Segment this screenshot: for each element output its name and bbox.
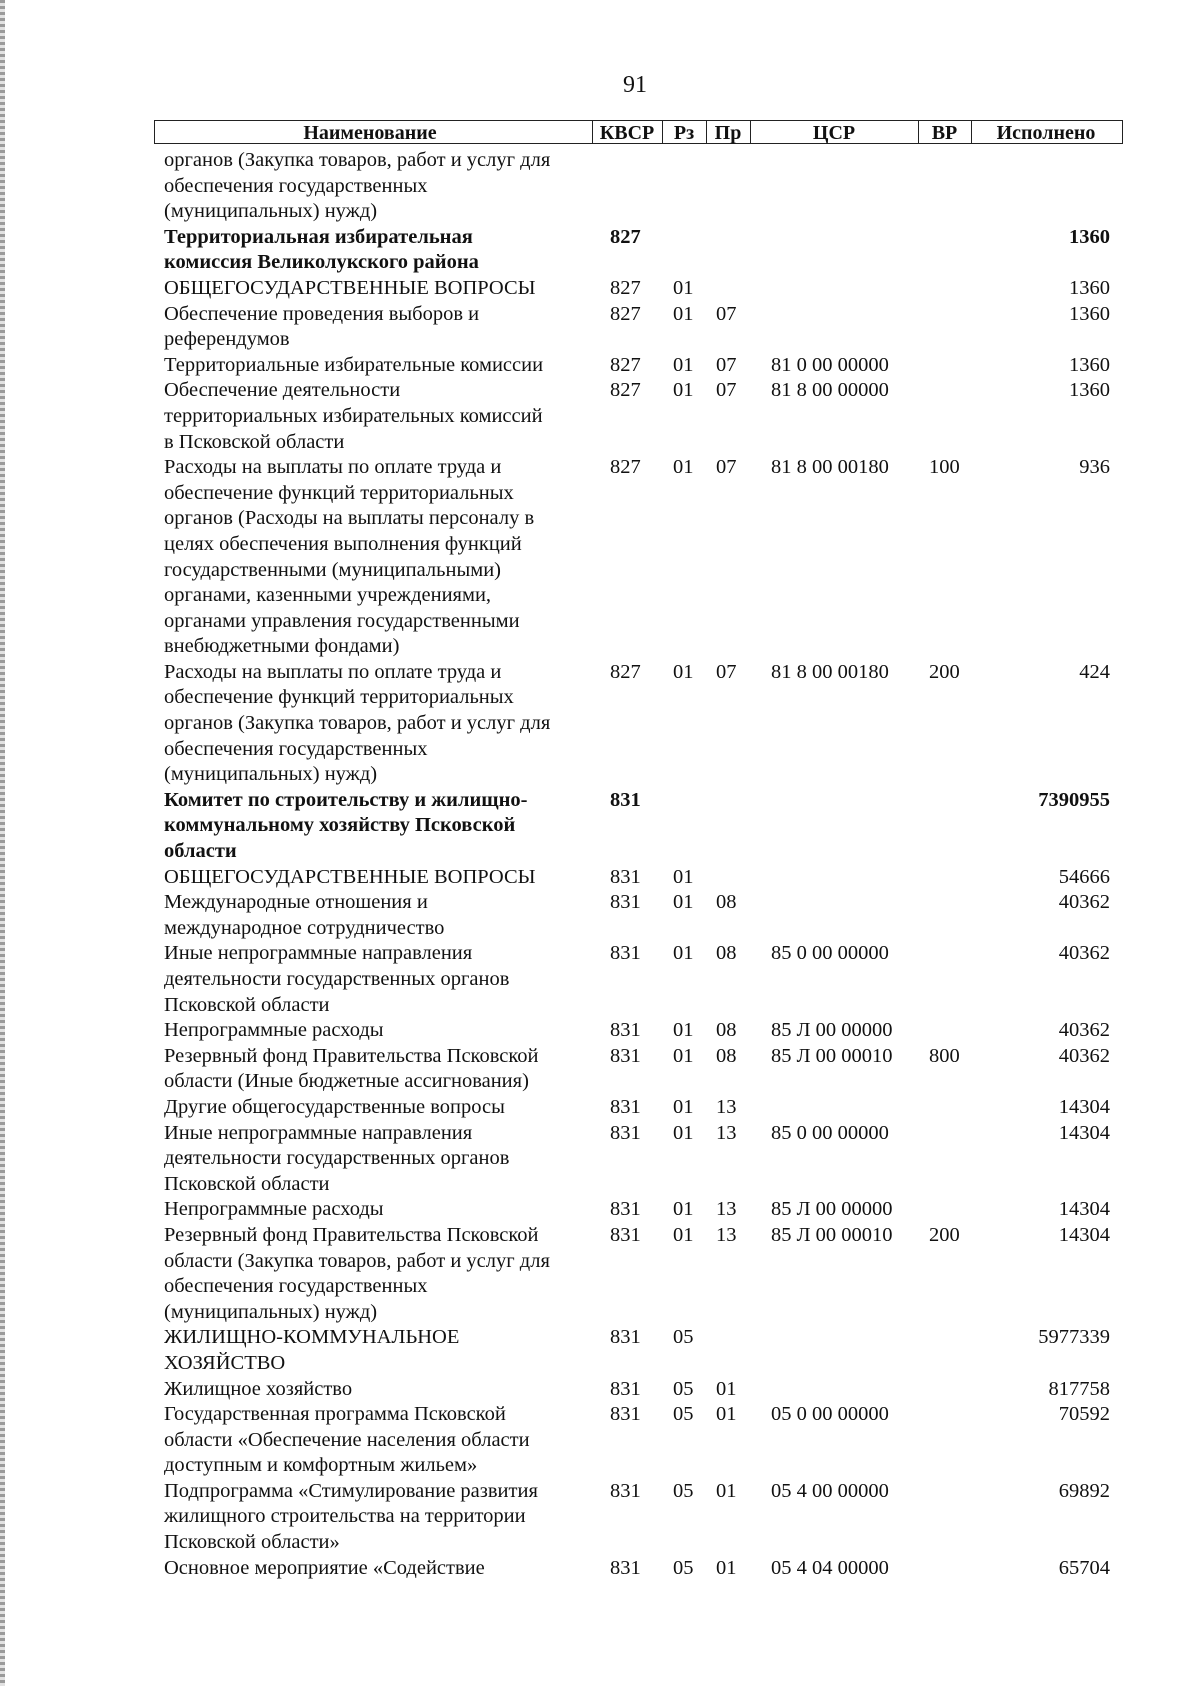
cell-rz: 05: [673, 1403, 694, 1426]
row-name-line: обеспечения государственных: [164, 174, 428, 197]
row-name-line: Иные непрограммные направления: [164, 942, 473, 965]
row-name-line: области: [164, 840, 237, 863]
row-name-line: коммунальному хозяйству Псковской: [164, 814, 516, 837]
cell-rz: 01: [673, 1198, 694, 1221]
row-name-line: доступным и комфортным жильем»: [164, 1454, 478, 1477]
cell-kvsr: 831: [610, 788, 641, 811]
cell-value: 70592: [1058, 1403, 1110, 1426]
table-row: [0, 788, 1200, 865]
cell-kvsr: 831: [610, 1095, 641, 1118]
row-name-line: органами, казенными учреждениями,: [164, 584, 492, 607]
row-name-line: Жилищное хозяйство: [164, 1377, 353, 1400]
cell-value: 1360: [1069, 276, 1110, 299]
row-name-line: комиссия Великолукского района: [164, 251, 479, 274]
table-row: [0, 941, 1200, 1018]
cell-rz: 05: [673, 1377, 694, 1400]
table-row: [0, 455, 1200, 660]
cell-value: 7390955: [1038, 788, 1110, 811]
row-name: [164, 455, 594, 660]
cell-kvsr: 827: [610, 276, 641, 299]
cell-pr: 08: [716, 891, 737, 914]
row-name: [164, 1325, 594, 1376]
cell-rz: 01: [673, 1121, 694, 1144]
cell-rz: 01: [673, 353, 694, 376]
row-name-line: государственными (муниципальными): [164, 558, 501, 581]
row-name-line: Псковской области: [164, 1172, 330, 1195]
row-name-line: Другие общегосударственные вопросы: [164, 1095, 505, 1118]
table-row: [0, 865, 1200, 891]
cell-csr: 85 Л 00 00000: [771, 1019, 893, 1042]
table-row: [0, 1556, 1200, 1582]
table-row: [0, 1479, 1200, 1556]
cell-csr: 05 4 04 00000: [771, 1556, 889, 1579]
cell-kvsr: 827: [610, 353, 641, 376]
row-name-line: целях обеспечения выполнения функций: [164, 532, 522, 555]
cell-value: 817758: [1048, 1377, 1110, 1400]
cell-value: 40362: [1058, 891, 1110, 914]
cell-rz: 05: [673, 1556, 694, 1579]
cell-value: 1360: [1069, 379, 1110, 402]
cell-value: 1360: [1069, 353, 1110, 376]
cell-kvsr: 831: [610, 1198, 641, 1221]
cell-value: 1360: [1069, 225, 1110, 248]
cell-rz: 01: [673, 379, 694, 402]
cell-kvsr: 831: [610, 891, 641, 914]
cell-value: 40362: [1058, 1044, 1110, 1067]
row-name-line: деятельности государственных органов: [164, 1147, 510, 1170]
row-name-line: обеспечение функций территориальных: [164, 481, 514, 504]
cell-pr: 07: [716, 353, 737, 376]
cell-pr: 13: [716, 1198, 737, 1221]
row-name: [164, 890, 594, 941]
row-name-line: органов (Расходы на выплаты персоналу в: [164, 507, 535, 530]
row-name-line: органов (Закупка товаров, работ и услуг для: [164, 712, 551, 735]
cell-pr: 08: [716, 942, 737, 965]
table-body: [0, 148, 1200, 1581]
cell-rz: 01: [673, 942, 694, 965]
row-name-line: референдумов: [164, 328, 290, 351]
row-name-line: Расходы на выплаты по оплате труда и: [164, 660, 502, 683]
row-name: [164, 148, 594, 225]
cell-kvsr: 831: [610, 1479, 641, 1502]
row-name-line: ХОЗЯЙСТВО: [164, 1351, 286, 1374]
cell-pr: 13: [716, 1223, 737, 1246]
row-name-line: Псковской области»: [164, 1531, 340, 1554]
row-name: [164, 1402, 594, 1479]
cell-csr: 81 8 00 00000: [771, 379, 889, 402]
cell-kvsr: 831: [610, 1019, 641, 1042]
cell-csr: 05 4 00 00000: [771, 1479, 889, 1502]
header-kvsr: КВСР: [599, 122, 655, 144]
cell-kvsr: 831: [610, 1556, 641, 1579]
row-name-line: внебюджетными фондами): [164, 635, 400, 658]
row-name-line: Резервный фонд Правительства Псковской: [164, 1044, 539, 1067]
table-row: [0, 225, 1200, 276]
cell-rz: 01: [673, 456, 694, 479]
cell-rz: 01: [673, 1019, 694, 1042]
cell-value: 40362: [1058, 1019, 1110, 1042]
cell-value: 14304: [1058, 1121, 1110, 1144]
cell-value: 14304: [1058, 1198, 1110, 1221]
cell-pr: 07: [716, 660, 737, 683]
cell-csr: 81 8 00 00180: [771, 660, 889, 683]
row-name-line: ОБЩЕГОСУДАРСТВЕННЫЕ ВОПРОСЫ: [164, 865, 536, 888]
cell-value: 54666: [1058, 865, 1110, 888]
row-name-line: области (Закупка товаров, работ и услуг для: [164, 1249, 550, 1272]
row-name: [164, 1197, 594, 1223]
row-name: [164, 378, 594, 455]
cell-kvsr: 827: [610, 379, 641, 402]
row-name: [164, 865, 594, 891]
cell-rz: 01: [673, 1095, 694, 1118]
row-name: [164, 1479, 594, 1556]
cell-kvsr: 831: [610, 942, 641, 965]
cell-pr: 13: [716, 1121, 737, 1144]
cell-vr: 800: [929, 1044, 960, 1067]
row-name-line: органов (Закупка товаров, работ и услуг для: [164, 149, 551, 171]
row-name-line: международное сотрудничество: [164, 916, 445, 939]
row-name-line: Обеспечение проведения выборов и: [164, 302, 480, 325]
row-name: [164, 941, 594, 1018]
cell-value: 14304: [1058, 1095, 1110, 1118]
header-ispolneno: Исполнено: [996, 122, 1096, 144]
row-name-line: в Псковской области: [164, 430, 345, 453]
row-name-line: Расходы на выплаты по оплате труда и: [164, 456, 502, 479]
cell-value: 5977339: [1038, 1326, 1110, 1349]
cell-value: 424: [1079, 660, 1110, 683]
table-row: [0, 1223, 1200, 1325]
table-row: [0, 1402, 1200, 1479]
row-name: [164, 225, 594, 276]
row-name-line: Псковской области: [164, 993, 330, 1016]
row-name-line: Основное мероприятие «Содействие: [164, 1556, 485, 1579]
table-row: [0, 1325, 1200, 1376]
cell-rz: 01: [673, 1044, 694, 1067]
header-pr: Пр: [714, 122, 742, 144]
table-row: [0, 1018, 1200, 1044]
cell-pr: 07: [716, 456, 737, 479]
table-row: [0, 890, 1200, 941]
cell-csr: 85 Л 00 00000: [771, 1198, 893, 1221]
table-row: [0, 353, 1200, 379]
cell-rz: 01: [673, 302, 694, 325]
row-name-line: Иные непрограммные направления: [164, 1121, 473, 1144]
row-name-line: обеспечения государственных: [164, 737, 428, 760]
cell-value: 936: [1079, 456, 1110, 479]
cell-rz: 01: [673, 891, 694, 914]
row-name-line: области «Обеспечение населения области: [164, 1428, 530, 1451]
cell-kvsr: 831: [610, 865, 641, 888]
cell-rz: 01: [673, 276, 694, 299]
table-row: [0, 302, 1200, 353]
table-row: [0, 148, 1200, 225]
cell-pr: 08: [716, 1044, 737, 1067]
cell-pr: 01: [716, 1479, 737, 1502]
table-row: [0, 1377, 1200, 1403]
cell-rz: 05: [673, 1326, 694, 1349]
table-row: [0, 660, 1200, 788]
row-name-line: Подпрограмма «Стимулирование развития: [164, 1479, 538, 1502]
cell-pr: 07: [716, 379, 737, 402]
cell-pr: 01: [716, 1403, 737, 1426]
cell-rz: 01: [673, 1223, 694, 1246]
row-name: [164, 276, 594, 302]
cell-kvsr: 827: [610, 302, 641, 325]
row-name: [164, 353, 594, 379]
cell-pr: 13: [716, 1095, 737, 1118]
row-name-line: органами управления государственными: [164, 609, 520, 632]
cell-value: 14304: [1058, 1223, 1110, 1246]
row-name: [164, 1377, 594, 1403]
row-name-line: Комитет по строительству и жилищно-: [164, 788, 528, 811]
cell-csr: 85 0 00 00000: [771, 1121, 889, 1144]
cell-csr: 81 0 00 00000: [771, 353, 889, 376]
row-name: [164, 1095, 594, 1121]
cell-value: 40362: [1058, 942, 1110, 965]
row-name-line: Резервный фонд Правительства Псковской: [164, 1223, 539, 1246]
row-name: [164, 1018, 594, 1044]
cell-value: 1360: [1069, 302, 1110, 325]
row-name: [164, 302, 594, 353]
cell-kvsr: 831: [610, 1326, 641, 1349]
table-row: [0, 1121, 1200, 1198]
cell-kvsr: 831: [610, 1044, 641, 1067]
header-csr: ЦСР: [812, 122, 856, 144]
cell-vr: 100: [929, 456, 960, 479]
header-vr: ВР: [931, 122, 958, 144]
cell-rz: 05: [673, 1479, 694, 1502]
row-name-line: Обеспечение деятельности: [164, 379, 401, 402]
row-name-line: ЖИЛИЩНО-КОММУНАЛЬНОЕ: [164, 1326, 460, 1349]
cell-rz: 01: [673, 865, 694, 888]
row-name: [164, 1121, 594, 1198]
table-row: [0, 378, 1200, 455]
cell-kvsr: 827: [610, 456, 641, 479]
cell-csr: 85 0 00 00000: [771, 942, 889, 965]
page-number: 91: [623, 72, 647, 98]
cell-csr: 05 0 00 00000: [771, 1403, 889, 1426]
row-name-line: жилищного строительства на территории: [164, 1505, 526, 1528]
cell-csr: 85 Л 00 00010: [771, 1044, 893, 1067]
row-name-line: деятельности государственных органов: [164, 968, 510, 990]
cell-value: 69892: [1058, 1479, 1110, 1502]
cell-vr: 200: [929, 660, 960, 683]
cell-csr: 81 8 00 00180: [771, 456, 889, 479]
cell-pr: 01: [716, 1377, 737, 1400]
cell-kvsr: 827: [610, 660, 641, 683]
row-name: [164, 1556, 594, 1582]
cell-kvsr: 831: [610, 1377, 641, 1400]
row-name-line: ОБЩЕГОСУДАРСТВЕННЫЕ ВОПРОСЫ: [164, 276, 536, 299]
cell-kvsr: 831: [610, 1121, 641, 1144]
row-name-line: обеспечения государственных: [164, 1275, 428, 1298]
row-name-line: Международные отношения и: [164, 891, 428, 914]
row-name-line: Территориальная избирательная: [164, 225, 473, 248]
row-name: [164, 660, 594, 788]
table-header: [154, 120, 1123, 144]
cell-pr: 07: [716, 302, 737, 325]
cell-kvsr: 831: [610, 1403, 641, 1426]
row-name-line: Государственная программа Псковской: [164, 1403, 506, 1426]
row-name-line: (муниципальных) нужд): [164, 763, 378, 786]
table-row: [0, 1044, 1200, 1095]
row-name-line: территориальных избирательных комиссий: [164, 404, 543, 427]
row-name-line: Непрограммные расходы: [164, 1198, 384, 1221]
table-row: [0, 1197, 1200, 1223]
cell-value: 65704: [1058, 1556, 1110, 1579]
row-name-line: (муниципальных) нужд): [164, 1300, 378, 1323]
cell-pr: 01: [716, 1556, 737, 1579]
row-name: [164, 1223, 594, 1325]
row-name-line: Непрограммные расходы: [164, 1019, 384, 1042]
row-name-line: Территориальные избирательные комиссии: [164, 353, 544, 376]
cell-kvsr: 827: [610, 225, 641, 248]
cell-pr: 08: [716, 1019, 737, 1042]
row-name-line: обеспечение функций территориальных: [164, 686, 514, 709]
cell-csr: 85 Л 00 00010: [771, 1223, 893, 1246]
table-row: [0, 276, 1200, 302]
row-name-line: области (Иные бюджетные ассигнования): [164, 1070, 529, 1093]
header-name: Наименование: [303, 122, 437, 144]
header-rz: Рз: [673, 122, 695, 144]
cell-kvsr: 831: [610, 1223, 641, 1246]
row-name: [164, 788, 594, 865]
row-name-line: (муниципальных) нужд): [164, 200, 378, 223]
table-row: [0, 1095, 1200, 1121]
cell-vr: 200: [929, 1223, 960, 1246]
row-name: [164, 1044, 594, 1095]
cell-rz: 01: [673, 660, 694, 683]
